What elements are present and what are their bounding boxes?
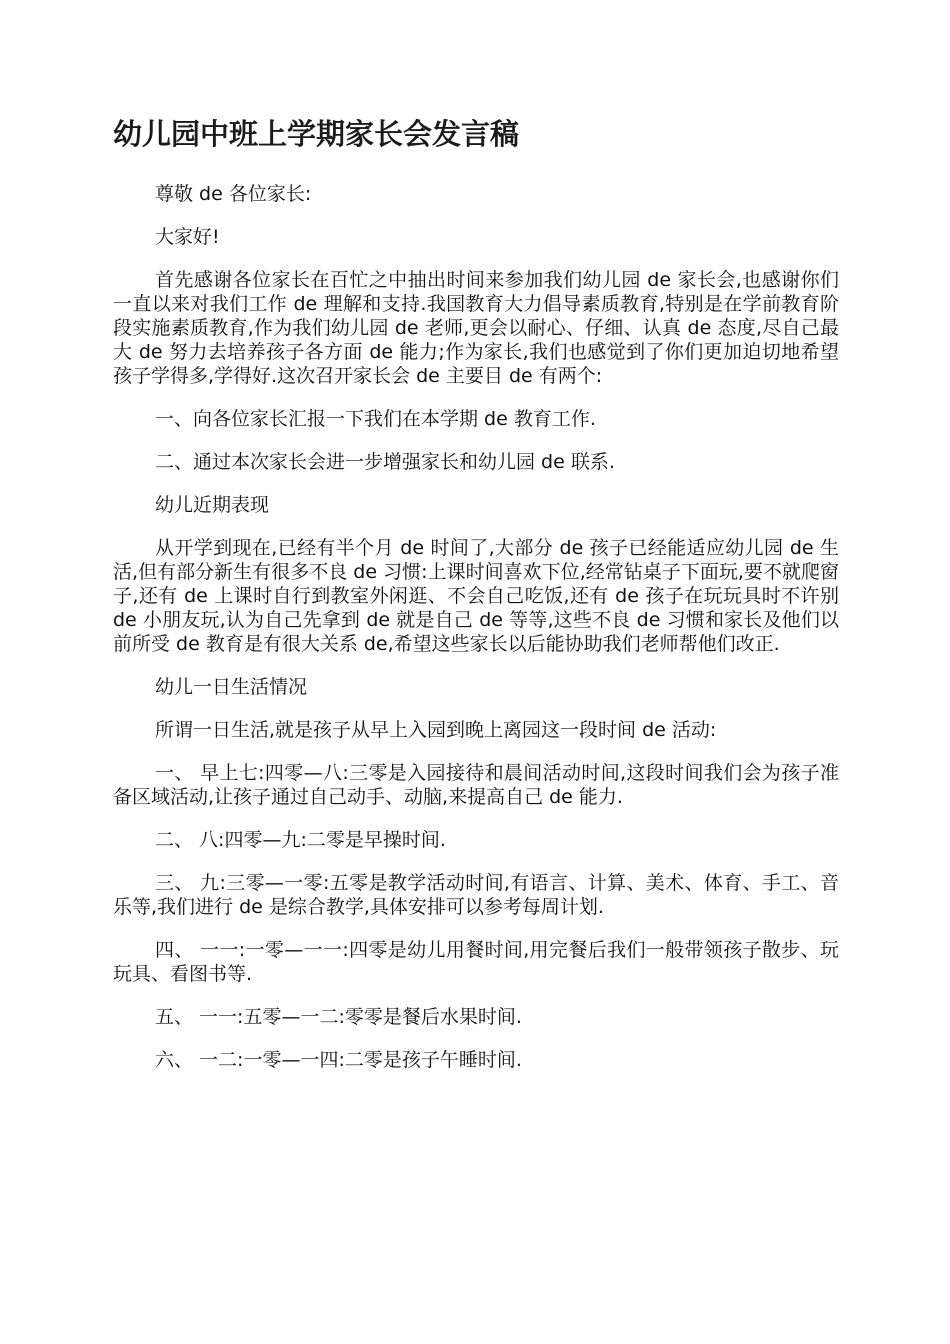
paragraph-purpose-2: 二、通过本次家长会进一步增强家长和幼儿园 de 联系. xyxy=(155,451,615,473)
paragraph-daily-life-intro: 所谓一日生活,就是孩子从早上入园到晚上离园这一段时间 de 活动: xyxy=(155,719,717,741)
paragraph-introduction: 首先感谢各位家长在百忙之中抽出时间来参加我们幼儿园 de 家长会,也感谢你们一直以来对我们工作 de 理解和支持.我国教育大力倡导素质教育,特别是在学前教育阶段实施素质教育,作为我们幼儿园 de 老师,更会以耐心、仔细、认真 de 态度,尽自己最大 de 努力去培养孩子各方面 de 能力;作为家长,我们也感觉到了你们更加迫切地希望孩子学得多,学得好.这次召开家长会 de 主要目 de 有两个: xyxy=(113,269,839,387)
schedule-item-3: 三、 九:三零—一零:五零是教学活动时间,有语言、计算、美术、体育、手工、音乐等,我们进行 de 是综合教学,具体安排可以参考每周计划. xyxy=(113,872,839,918)
section-heading-daily-life: 幼儿一日生活情况 xyxy=(155,676,308,698)
paragraph-recent-performance: 从开学到现在,已经有半个月 de 时间了,大部分 de 孩子已经能适应幼儿园 de 生活,但有部分新生有很多不良 de 习惯:上课时间喜欢下位,经常钻桌子下面玩,要不就爬窗子,还有 de 上课时自行到教室外闲逛、不会自己吃饭,还有 de 孩子在玩玩具时不许别 de 小朋友玩,认为自己先拿到 de 就是自己 de 等等,这些不良 de 习惯和家长及他们以前所受 de 教育是有很大关系 de,希望这些家长以后能协助我们老师帮他们改正. xyxy=(113,537,839,655)
schedule-item-2: 二、 八:四零—九:二零是早操时间. xyxy=(155,829,446,851)
section-heading-recent-performance: 幼儿近期表现 xyxy=(155,494,270,516)
schedule-item-5: 五、 一一:五零—一二:零零是餐后水果时间. xyxy=(155,1006,522,1028)
schedule-item-4: 四、 一一:一零—一一:四零是幼儿用餐时间,用完餐后我们一般带领孩子散步、玩玩具、看图书等. xyxy=(113,939,839,985)
document-page xyxy=(113,112,839,1091)
paragraph-greeting: 大家好! xyxy=(155,226,220,248)
schedule-item-6: 六、 一二:一零—一四:二零是孩子午睡时间. xyxy=(155,1049,522,1071)
paragraph-salutation: 尊敬 de 各位家长: xyxy=(155,183,312,205)
schedule-item-1: 一、 早上七:四零—八:三零是入园接待和晨间活动时间,这段时间我们会为孩子准备区域活动,让孩子通过自己动手、动脑,来提高自己 de 能力. xyxy=(113,762,839,808)
document-title: 幼儿园中班上学期家长会发言稿 xyxy=(113,117,520,151)
paragraph-purpose-1: 一、向各位家长汇报一下我们在本学期 de 教育工作. xyxy=(155,408,596,430)
